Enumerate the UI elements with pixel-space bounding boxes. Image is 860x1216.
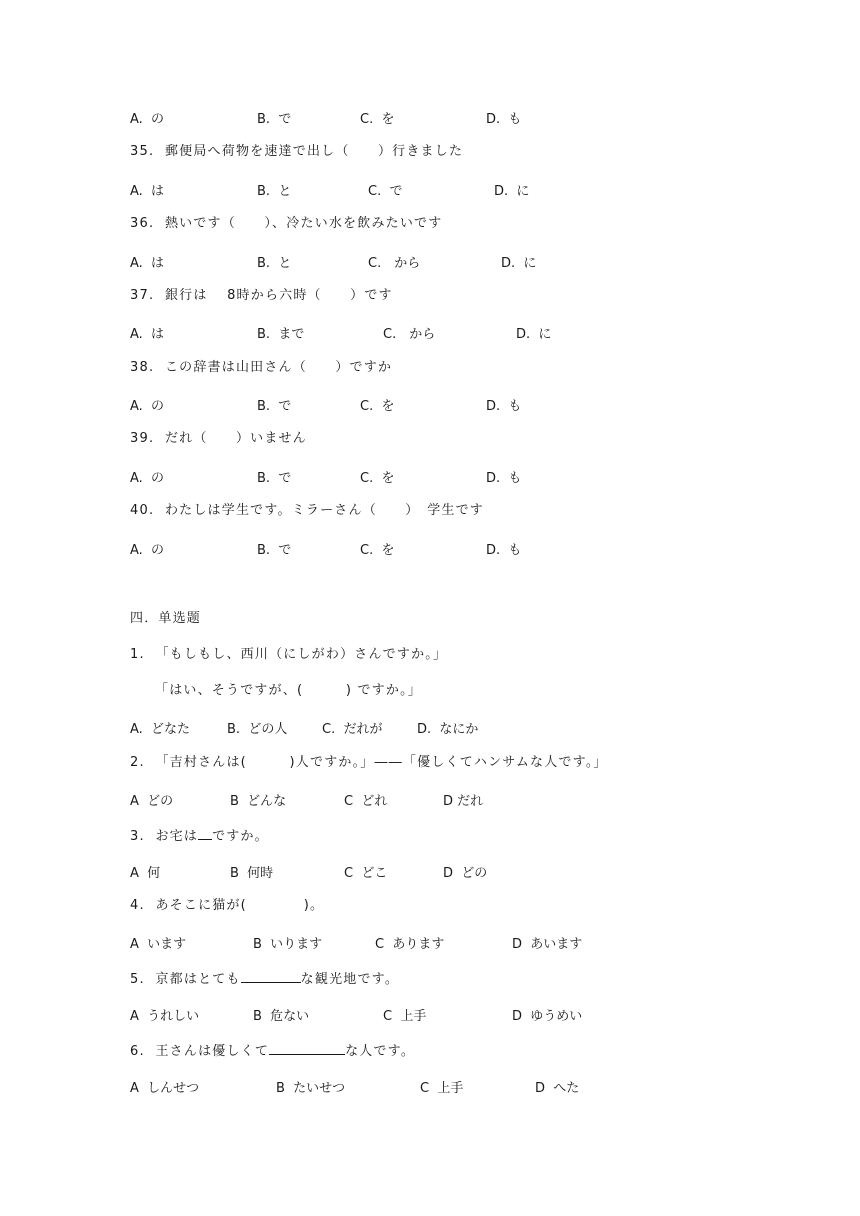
option-a: A しんせつ xyxy=(130,1081,200,1096)
option-d: D へた xyxy=(535,1081,580,1096)
option-c: C. を xyxy=(360,399,395,414)
option-b: B. まで xyxy=(257,327,305,342)
option-c: C どこ xyxy=(344,866,388,881)
question-39-text: 39. だれ（ ）いません xyxy=(130,431,307,446)
option-a: A. の xyxy=(130,543,165,558)
option-b: B どんな xyxy=(230,794,287,809)
question-3-before: 3. お宅は xyxy=(130,829,199,844)
option-d: D ゆうめい xyxy=(512,1009,583,1024)
answer-blank xyxy=(269,1041,345,1055)
option-c: C. を xyxy=(360,543,395,558)
option-d: D. に xyxy=(501,256,537,271)
option-a: A どの xyxy=(130,794,174,809)
option-a: A うれしい xyxy=(130,1009,200,1024)
option-d: D. も xyxy=(486,471,522,486)
option-c: C. を xyxy=(360,112,395,127)
option-c: C. から xyxy=(383,327,436,342)
option-c: C 上手 xyxy=(420,1081,464,1096)
question-37-text: 37. 銀行は 8時から六時（ ）です xyxy=(130,288,393,303)
option-d: D あいます xyxy=(512,937,583,952)
question-5-after: な観光地です。 xyxy=(300,972,400,987)
option-c: C. を xyxy=(360,471,395,486)
option-d: D. も xyxy=(486,399,522,414)
question-2-text: 2. 「吉村さんは( )人ですか。」――「優しくてハンサムな人です。」 xyxy=(130,755,608,770)
option-b: B. で xyxy=(257,112,292,127)
option-c: C どれ xyxy=(344,794,388,809)
option-d: D どの xyxy=(443,866,488,881)
option-c: C. から xyxy=(368,256,421,271)
question-36-text: 36. 熱いです（ ）、冷たい水を飲みたいです xyxy=(130,216,443,231)
option-b: B. で xyxy=(257,399,292,414)
option-a: A 何 xyxy=(130,866,161,881)
option-d: D. に xyxy=(516,327,552,342)
option-a: A. の xyxy=(130,112,165,127)
option-d: D だれ xyxy=(443,794,484,809)
question-35-text: 35. 郵便局へ荷物を速達で出し（ ）行きました xyxy=(130,144,464,159)
option-b: B 何時 xyxy=(230,866,274,881)
option-c: C. で xyxy=(368,184,403,199)
question-1-text: 1. 「もしもし、西川（にしがわ）さんですか。」 xyxy=(130,647,448,662)
option-d: D. に xyxy=(494,184,530,199)
question-38-text: 38. この辞書は山田さん（ ）ですか xyxy=(130,360,393,375)
question-3-after: ですか。 xyxy=(212,829,269,844)
option-b: B. で xyxy=(257,471,292,486)
question-6-after: な人です。 xyxy=(345,1044,416,1059)
answer-blank xyxy=(198,826,212,840)
question-5-text xyxy=(130,969,399,989)
option-a: A. どなた xyxy=(130,722,191,737)
option-b: B. と xyxy=(257,256,292,271)
option-a: A います xyxy=(130,937,187,952)
question-5-before: 5. 京都はとても xyxy=(130,972,241,987)
option-b: B いります xyxy=(253,937,323,952)
option-b: B 危ない xyxy=(253,1009,310,1024)
option-b: B. で xyxy=(257,543,292,558)
question-3-text xyxy=(130,826,269,846)
option-a: A. の xyxy=(130,471,165,486)
question-40-text: 40. わたしは学生です。ミラーさん（ ） 学生です xyxy=(130,503,484,518)
option-d: D. も xyxy=(486,543,522,558)
option-b: B. どの人 xyxy=(227,722,288,737)
option-c: C あります xyxy=(375,937,445,952)
option-a: A. は xyxy=(130,184,165,199)
question-6-text xyxy=(130,1041,415,1061)
section-heading: 四．单选题 xyxy=(130,611,202,626)
option-a: A. は xyxy=(130,256,165,271)
question-6-before: 6. 王さんは優しくて xyxy=(130,1044,270,1059)
option-c: C. だれが xyxy=(322,722,383,737)
answer-blank xyxy=(241,969,301,983)
option-d: D. も xyxy=(486,112,522,127)
question-1-text-line2: 「はい、そうですが、( ) ですか。」 xyxy=(155,683,422,698)
option-c: C 上手 xyxy=(383,1009,427,1024)
option-d: D. なにか xyxy=(417,722,479,737)
option-b: B たいせつ xyxy=(276,1081,346,1096)
option-a: A. の xyxy=(130,399,165,414)
option-b: B. と xyxy=(257,184,292,199)
question-4-text: 4. あそこに猫が( )。 xyxy=(130,898,325,913)
option-a: A. は xyxy=(130,327,165,342)
